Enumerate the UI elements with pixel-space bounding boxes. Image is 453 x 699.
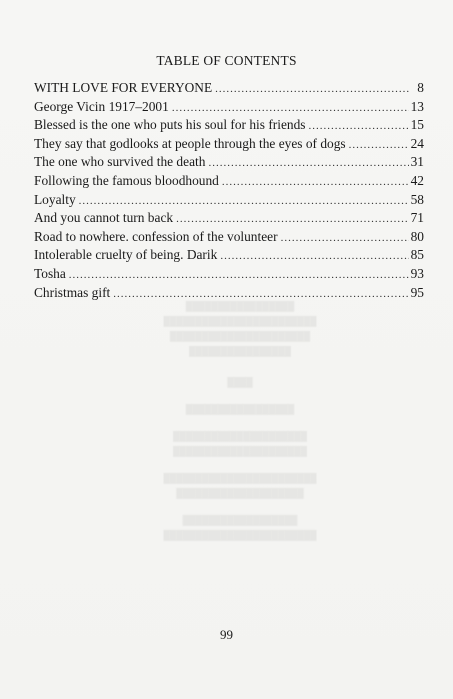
toc-entry (34, 80, 424, 99)
toc-dot-leader (172, 102, 409, 114)
toc-entry (34, 117, 424, 136)
toc-entry-title: They say that godlooks at people through the eyes of dogs (34, 135, 346, 151)
toc-dot-leader (69, 269, 409, 281)
toc-entry-page: 85 (410, 247, 424, 263)
toc-dot-leader (281, 232, 409, 244)
toc-entry (34, 192, 424, 211)
toc-entry-page: 31 (410, 154, 424, 170)
toc-dot-leader (79, 195, 409, 207)
toc-dot-leader (309, 120, 409, 132)
toc-entry-title: Intolerable cruelty of being. Darik (34, 247, 218, 263)
toc-entry-page: 58 (410, 191, 424, 207)
toc-dot-leader (349, 139, 409, 151)
toc-entry-title: The one who survived the death (34, 154, 206, 170)
toc-entry (34, 285, 424, 304)
toc-entry-title: Road to nowhere. confession of the volunteer (34, 228, 278, 244)
toc-entry (34, 229, 424, 248)
toc-entry-title: Loyalty (34, 191, 76, 207)
toc-list (34, 80, 424, 303)
toc-entry-title: And you cannot turn back (34, 210, 174, 226)
toc-entry-page: 71 (410, 210, 424, 226)
toc-dot-leader (222, 176, 409, 188)
toc-entry (34, 247, 424, 266)
toc-entry-page: 80 (410, 228, 424, 244)
toc-heading: TABLE OF CONTENTS (156, 53, 297, 68)
show-through-text: █████████████████ ████████████████████████ ██████████████████████ ████████████████ ████ █████████████████ █████████████████████ █████████████████████ ████████████████████████ ████████████████████ ██████████████████ ████████████████████████ (163, 301, 317, 540)
toc-entry (34, 266, 424, 285)
toc-dot-leader (208, 157, 408, 169)
toc-entry-title: WITH LOVE FOR EVERYONE (34, 80, 213, 95)
toc-dot-leader (113, 288, 408, 300)
toc-entry-page: 15 (410, 117, 424, 133)
toc-dot-leader (220, 250, 408, 262)
toc-entry-page: 93 (410, 265, 424, 281)
toc-entry (34, 154, 424, 173)
toc-entry-title: Christmas gift (34, 284, 111, 300)
toc-entry (34, 99, 424, 118)
toc-entry-title: Blessed is the one who puts his soul for his friends (34, 117, 306, 133)
toc-entry-page: 8 (417, 80, 424, 95)
toc-entry (34, 173, 424, 192)
page-number: 99 (220, 627, 233, 642)
toc-entry-title: Tosha (34, 265, 66, 281)
toc-entry-page: 13 (410, 98, 424, 114)
toc-entry-page: 42 (410, 172, 424, 188)
toc-dot-leader (215, 83, 410, 95)
toc-entry (34, 136, 424, 155)
toc-dot-leader (176, 213, 409, 225)
toc-entry (34, 210, 424, 229)
toc-entry-title: Following the famous bloodhound (34, 172, 219, 188)
toc-entry-page: 95 (410, 284, 424, 300)
toc-entry-title: George Vicin 1917–2001 (34, 98, 169, 114)
toc-entry-page: 24 (410, 135, 424, 151)
